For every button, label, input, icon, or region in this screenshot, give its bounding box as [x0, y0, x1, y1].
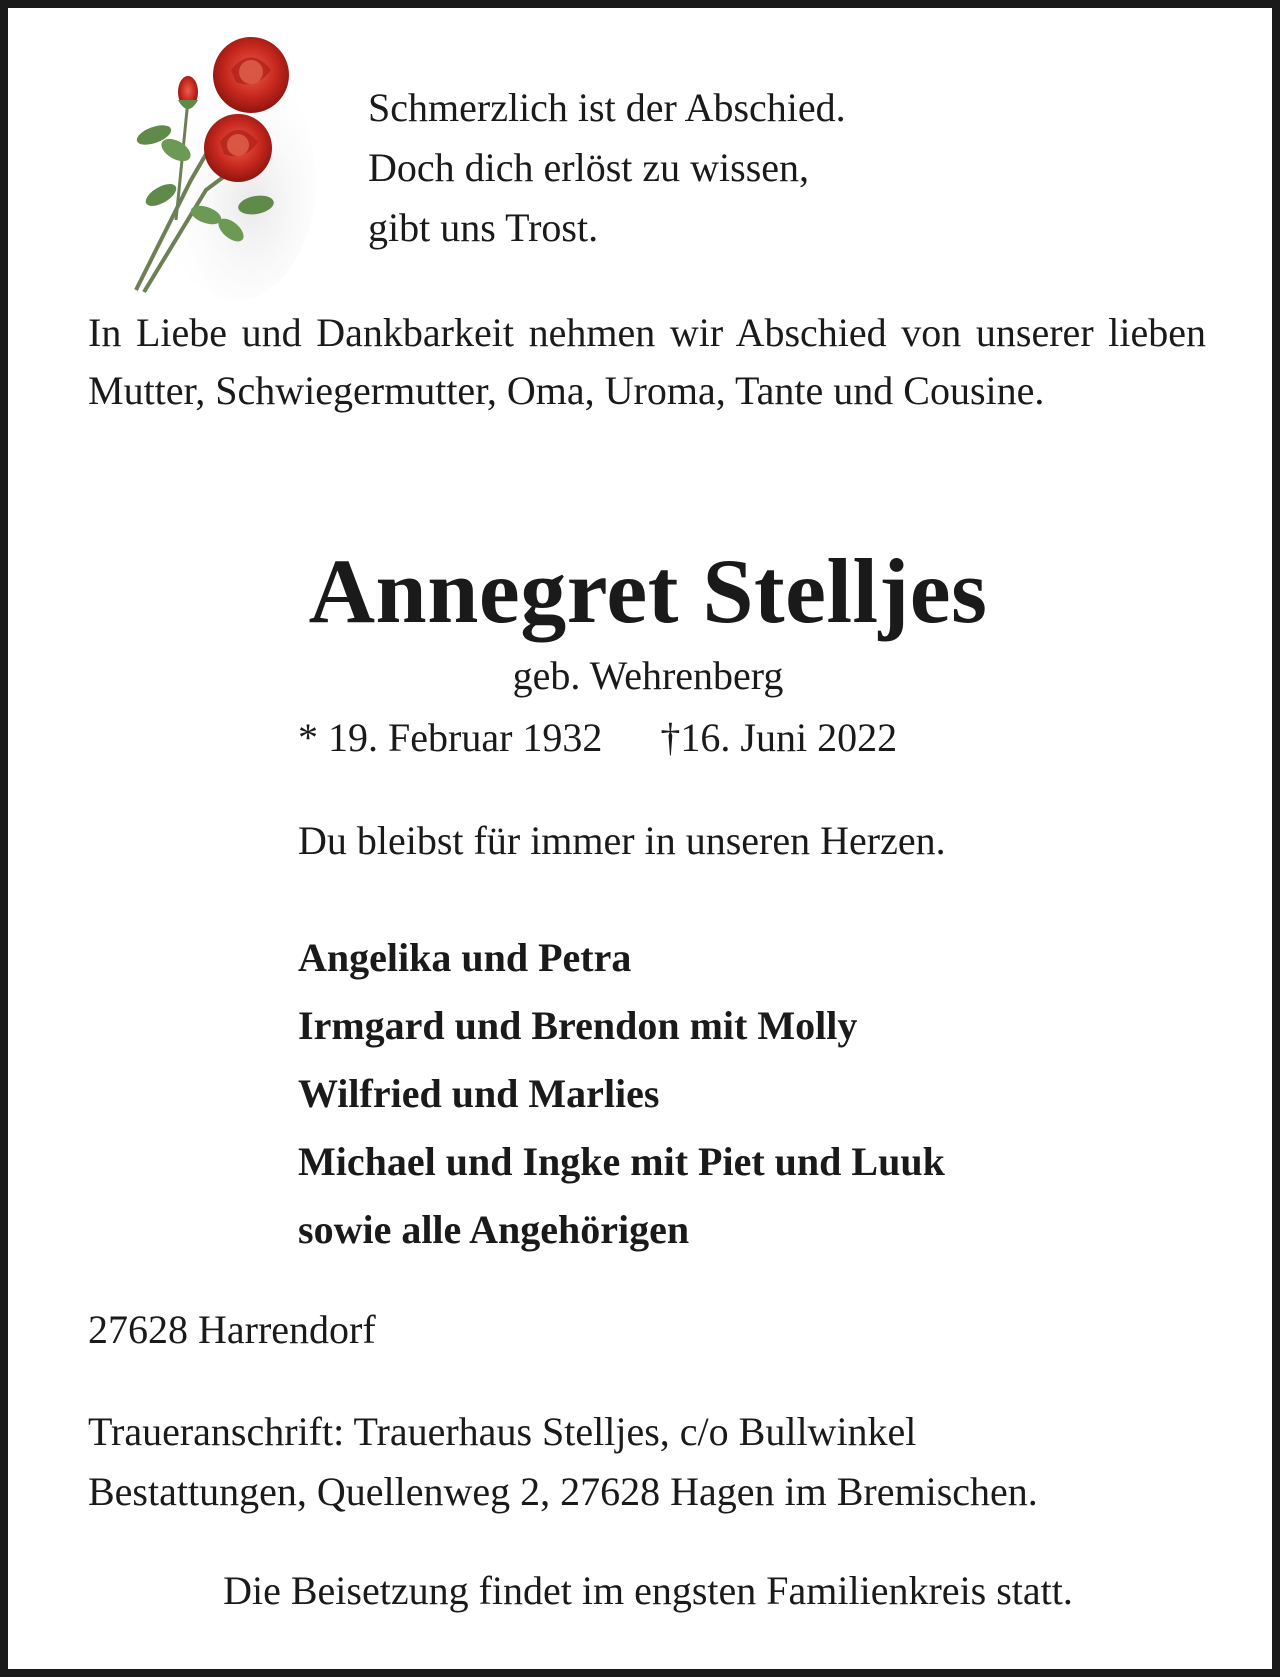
mourner: sowie alle Angehörigen [298, 1207, 690, 1252]
motto: Du bleibst für immer in unseren Herzen. [298, 818, 946, 863]
poem-line: Schmerzlich ist der Abschied. [368, 85, 846, 130]
address-line: Traueranschrift: Trauerhaus Stelljes, c/o Bullwinkel [88, 1409, 917, 1454]
intro-text: In Liebe und Dankbarkeit nehmen wir Abschied von unserer lieben Mutter, Schwiegermutter, Oma, Uroma, Tante und Cousine. [88, 310, 1206, 413]
mourner: Michael und Ingke mit Piet und Luuk [298, 1139, 945, 1184]
burial-note: Die Beisetzung findet im engsten Familienkreis statt. [223, 1568, 1073, 1613]
address-line: Bestattungen, Quellenweg 2, 27628 Hagen im Bremischen. [88, 1469, 1038, 1514]
mourner: Wilfried und Marlies [298, 1071, 660, 1116]
poem-line: Doch dich erlöst zu wissen, [368, 145, 810, 190]
mourner: Irmgard und Brendon mit Molly [298, 1003, 858, 1048]
mourner: Angelika und Petra [298, 935, 632, 980]
poem-line: gibt uns Trost. [368, 205, 599, 250]
death-date: †16. Juni 2022 [660, 715, 898, 760]
life-dates [298, 712, 897, 764]
maiden-name: geb. Wehrenberg [512, 653, 784, 698]
deceased-name: Annegret Stelljes [308, 540, 988, 642]
birth-date: * 19. Februar 1932 [298, 715, 603, 760]
mourning-address [88, 1402, 1038, 1522]
red-roses-icon [116, 30, 316, 310]
place: 27628 Harrendorf [88, 1307, 376, 1352]
mourners-list [298, 924, 945, 1264]
poem [368, 78, 846, 258]
